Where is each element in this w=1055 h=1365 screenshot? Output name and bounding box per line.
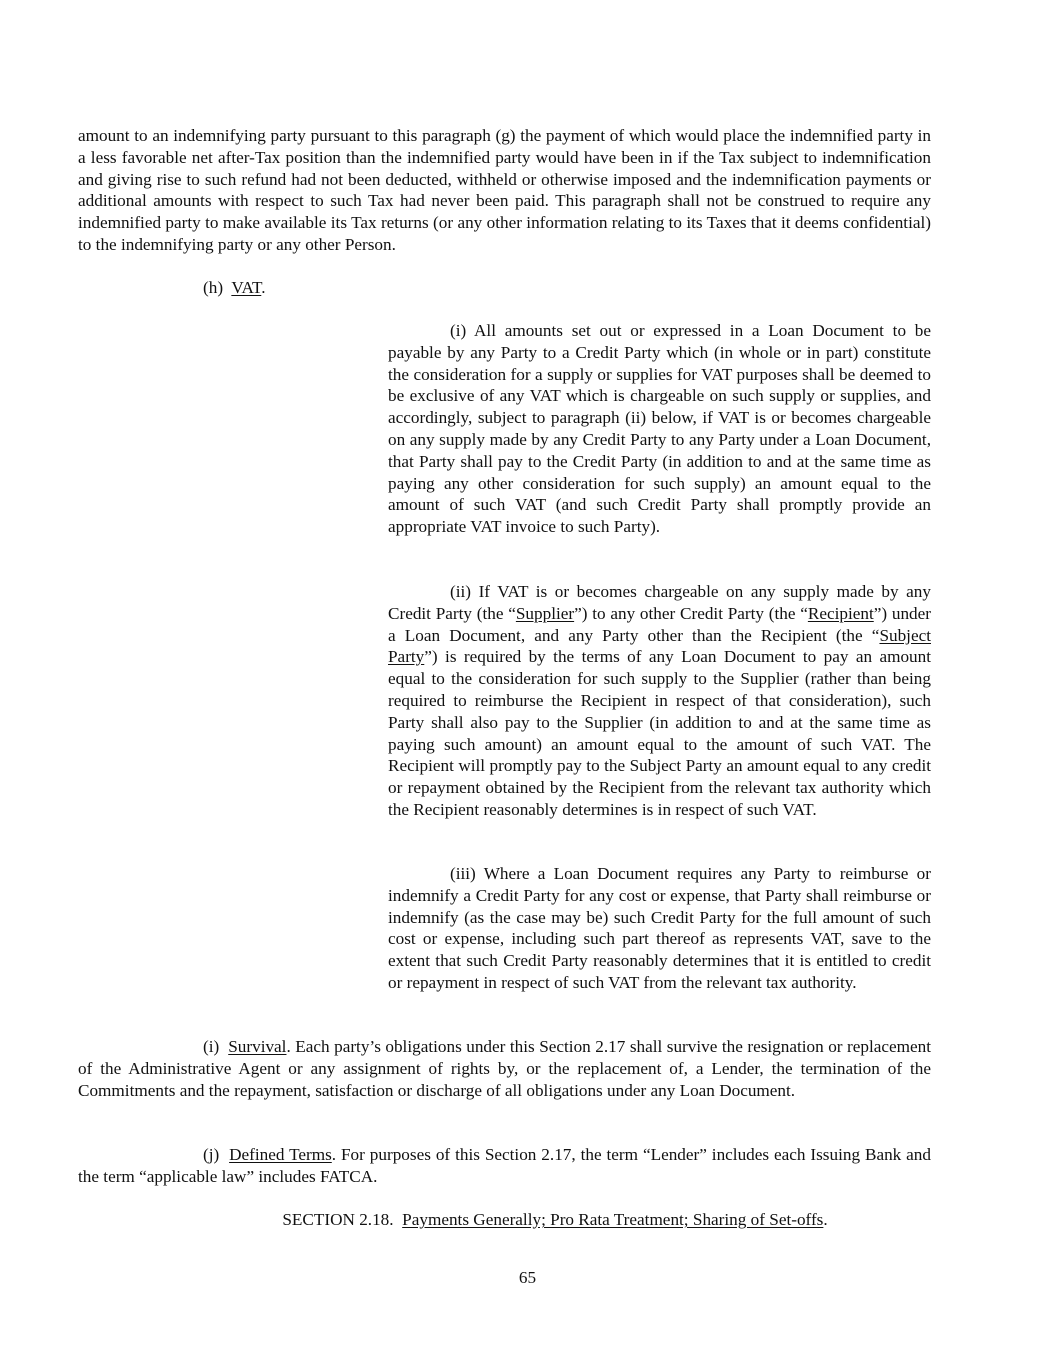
heading-h-title: VAT — [231, 278, 262, 297]
vat-ii-text-3: ”) under a Loan Document, and any Party other than the Recipient (the “ — [388, 603, 931, 645]
survival-body: . Each party’s obligations under this Section 2.17 shall survive the resignation or replacement of the Administrative Agent or any assignment of rights by, or the replacement of, a Lender, the termination of the Commitments and the repayment, satisfaction or discharge of all obligations under any Loan Document. — [78, 1037, 931, 1100]
defined-terms-body: . For purposes of this Section 2.17, the term “Lender” includes each Issuing Bank and the term “applicable law” includes FATCA. — [78, 1145, 931, 1186]
defined-terms-label: (j) — [203, 1145, 220, 1164]
survival-title: Survival — [228, 1037, 287, 1056]
defined-terms-title: Defined Terms — [229, 1145, 332, 1164]
section-period: . — [823, 1210, 828, 1229]
vat-paragraph-iii: (iii) Where a Loan Document requires any Party to reimburse or indemnify a Credit Party for any cost or expense, that Party shall reimburse or indemnify (as the case may be) such Credit Party for the full amount of such cost or expense, including such part thereof as represents VAT, save to the extent that such Credit Party reasonably determines that it is entitled to credit or repayment in respect of such VAT from the relevant tax authority. — [388, 864, 931, 992]
section-label: SECTION 2.18. — [282, 1210, 394, 1229]
survival-label: (i) — [203, 1037, 220, 1056]
paragraph-j-defined-terms — [78, 1144, 931, 1188]
section-2-18-heading — [0, 1209, 1055, 1231]
heading-h-vat — [203, 277, 266, 299]
vat-paragraph-i: (i) All amounts set out or expressed in a Loan Document to be payable by any Party to a Credit Party which (in whole or in part) constitute the consideration for a supply or supplies for VAT purposes shall be deemed to be exclusive of any VAT which is chargeable on such supply or supplies, and accordingly, subject to paragraph (ii) below, if VAT is or becomes chargeable on any supply made by any Credit Party to any Party under a Loan Document, that Party shall pay to the Credit Party (in addition to and at the same time as paying any other consideration for such supply) an amount equal to the amount of such VAT (and such Credit Party shall promptly provide an appropriate VAT invoice to such Party). — [388, 321, 931, 537]
defined-term-recipient: Recipient — [807, 603, 874, 623]
page-number: 65 — [518, 1268, 537, 1287]
defined-term-subject-party: Subject Party — [388, 625, 931, 667]
defined-term-supplier: Supplier — [515, 603, 575, 623]
heading-h-period: . — [261, 278, 266, 297]
section-title: Payments Generally; Pro Rata Treatment; Sharing of Set-offs — [402, 1210, 824, 1229]
vat-ii-text-2: ”) to any other Credit Party (the “ — [574, 603, 808, 623]
vat-paragraph-ii — [388, 581, 931, 821]
paragraph-i-survival — [78, 1036, 931, 1101]
vat-ii-text-1: (ii) If VAT is or becomes chargeable on any supply made by any Credit Party (the “ — [388, 582, 931, 623]
heading-h-label: (h) — [203, 278, 224, 297]
paragraph-g-continuation: amount to an indemnifying party pursuant to this paragraph (g) the payment of which would place the indemnified party in a less favorable net after-Tax position than the indemnified party would have been in if the Tax subject to indemnification and giving rise to such refund had not been deducted, withheld or otherwise imposed and the indemnification payments or additional amounts with respect to such Tax had never been paid. This paragraph shall not be construed to require any indemnified party to make available its Tax returns (or any other information relating to its Taxes that it deems confidential) to the indemnifying party or any other Person. — [78, 126, 931, 254]
vat-ii-text-4: ”) is required by the terms of any Loan Document to pay an amount equal to the consideration for such supply to the Supplier (rather than being required to reimburse the Recipient in respect of that consideration), such Party shall also pay to the Supplier (in addition to and at the same time as paying such amount) an amount equal to the amount of such VAT. The Recipient will promptly pay to the Subject Party an amount equal to any credit or repayment obtained by the Recipient from the relevant tax authority which the Recipient reasonably determines is in respect of such VAT. — [388, 647, 931, 819]
